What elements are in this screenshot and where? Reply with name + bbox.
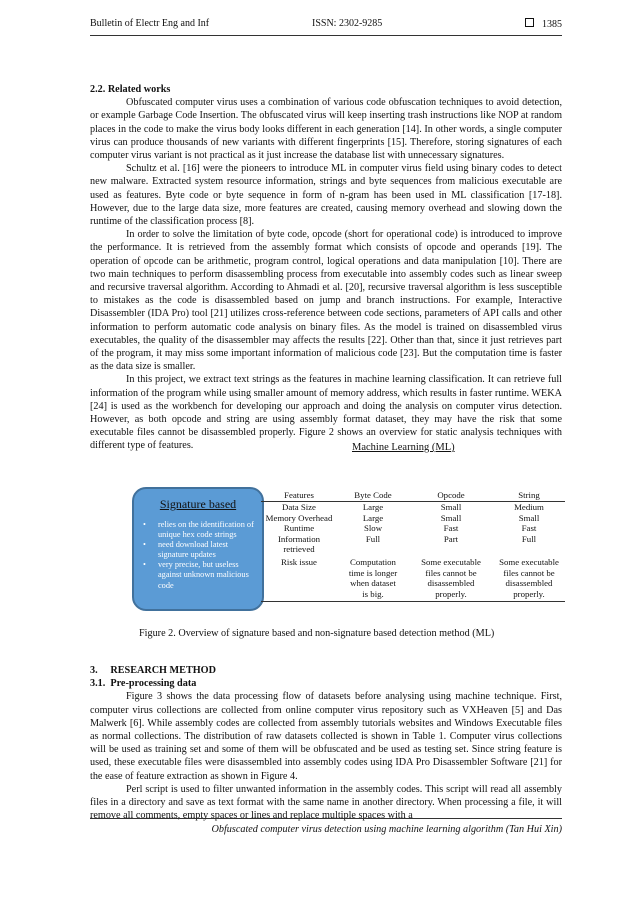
table-cell: Some executable files cannot be disassembled properly. [493,554,565,601]
table-cell: Data Size [282,502,316,513]
table-cell: Full [521,533,537,544]
ml-comparison-table [261,490,565,602]
section-heading: 3. RESEARCH METHOD [90,665,216,676]
page-number: 1385 [542,19,562,30]
page-footer: Obfuscated computer virus detection using machine learning algorithm (Tan Hui Xin) [211,824,562,835]
research-method-section [90,664,562,822]
footer-rule [90,818,562,819]
table-cell: Medium [514,502,544,513]
header-rule [90,35,562,36]
signature-point: • need download latest signature updates [140,540,256,560]
paragraph: In order to solve the limitation of byte code, opcode (short for operational code) is introduced to improve the performance. It is retrieved from the assembly format which consists of opcode and operands [19]. The operation of opcode can be arithmetic, program control, logical operations and data manipulation [10]. There are two main techniques to perform disassembling process from executable into assembly codes such as linear sweep and recursive traversal algorithm. According to Ahmadi et al. [20], recursive traversal algorithm is less susceptible to mistakes as the code is disassembled based on jump and branch instructions. For example, Interactive Disassembler (IDA Pro) tool [21] utilizes cross-reference between code sections, parameters of API calls and other information to perform automatic code analysis on binary files. As the model is trained on disassembled virus executables, the quality of the disassembler may affects the results [22]. Other than that, since it just retrieves part of the program, it may miss some important information of malicious code [23]. But the computation time is faster as the data size is smaller. [90,229,562,373]
column-header: Byte Code [337,490,409,502]
column-header: String [493,490,565,502]
table-cell: Information retrieved [277,533,321,555]
related-works-section [90,83,562,453]
signature-points [140,520,256,591]
column-header: Features [261,490,337,502]
ml-title: Machine Learning (ML) [352,442,455,453]
table-row [261,554,565,601]
table-cell: Runtime [283,523,315,534]
table-cell: Large [362,512,384,523]
subsection-heading: 3.1. Pre-processing data [90,678,197,690]
paragraph: Figure 3 shows the data processing flow of datasets before analysing using machine technique. First, computer virus collections are collected from online computer virus repository such as VXHeaven [5] and Das Malwerk [6]. While assembly codes are collected from assembly tutorials websites and Windows Executable files as normal collections. The distribution of raw datasets collected is shown in Table 1. Computer virus collections will be used as training set and some of them will be obfuscated and be used as testing set. Since string feature is used, these executable files were disassembled into assembly codes using IDA Pro Disassembler Software [21] for the ease of feature extraction as shown in Figure 4. [90,691,562,782]
section-heading: 2.2. Related works [90,84,171,95]
square-icon [525,18,534,27]
table-cell: Memory Overhead [265,512,333,523]
table-cell: Computation time is longer when dataset is big. [337,554,409,601]
journal-name: Bulletin of Electr Eng and Inf [90,18,210,29]
table-cell: Risk issue [261,554,337,601]
paragraph: Perl script is used to filter unwanted information in the assembly codes. This script will read all assembly files in a directory and save as text format with the same name in another directory. When processing a file, it will remove all comments, empty spaces or lines and replace multiple spaces with a [90,783,562,822]
table-row [261,513,565,523]
signature-point: • very precise, but useless against unknown malicious code [140,560,256,590]
figure-2 [90,440,562,618]
paragraph: Obfuscated computer virus uses a combination of various code obfuscation techniques to avoid detection, or example Garbage Code Insertion. The obfuscated virus will keep inserting trash instructions like NOP at random places in the code to make the virus body looks different in each generation [14]. In other words, a single computer virus can produce thousands of new variants with different fingerprints [15]. Therefore, storing signatures of each computer virus variant is not practical as it just increase the database list with unnecessary signatures. [90,97,562,162]
table-cell: Some executable files cannot be disassembled properly. [409,554,493,601]
signature-title: Signature based [159,497,237,511]
table-cell: Slow [363,523,383,534]
table-cell: Small [440,512,462,523]
table-cell: Fast [521,523,537,534]
paragraph: Schultz et al. [16] were the pioneers to introduce ML in computer virus field using binary codes to detect new malware. Extracted system resource information, strings and byte sequences from malicious executable are used as features. Byte code or byte sequence in form of n-gram has been used in ML classification [17-18]. However, due to the large data size, more features are created, causing memory overhead and slowing down the runtime of the classification process [8]. [90,163,562,228]
column-header: Opcode [409,490,493,502]
page-number-wrap [525,18,562,30]
table-cell: Small [518,512,540,523]
issn: ISSN: 2302-9285 [312,18,383,29]
table-cell: Part [443,533,459,544]
figure-caption: Figure 2. Overview of signature based and non-signature based detection method (ML) [139,628,495,639]
signature-point: • relies on the identification of unique hex code strings [140,520,256,540]
table-cell: Large [362,502,384,513]
table-cell: Small [440,502,462,513]
paragraph: In this project, we extract text strings as the features in machine learning classification. It can retrieve full information of the program while using smaller amount of memory address, which results in faster runtime. WEKA [24] is used as the workbench for developing our approach and doing the analysis on computer virus detection. However, as both opcode and string are using assembly format dataset, they may have the risk that some executable files cannot be disassembled properly. Figure 2 shows an overview for static analysis techniques with different type of features. [90,374,562,452]
table-cell: Full [365,533,381,544]
table-row [261,534,565,555]
table-row [261,502,565,513]
table-cell: Fast [443,523,459,534]
table-header-row [261,490,565,502]
signature-based-box [132,487,264,611]
table-row [261,523,565,533]
page-header [90,18,562,32]
